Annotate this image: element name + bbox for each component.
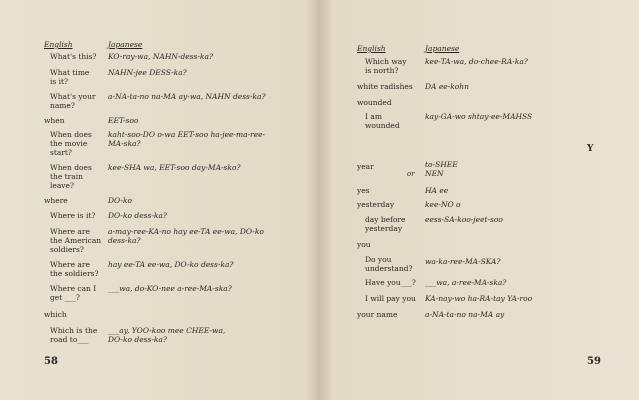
entry-english: Where is it? [50, 211, 96, 220]
entry-japanese: HA ee [425, 186, 449, 195]
entry-english: What's your name? [50, 92, 96, 110]
entry-japanese: ___wa, a-ree-MA-ska? [425, 278, 507, 287]
entry-japanese: a-NA-ta-no na-MA ay-wa, NAHN dess-ka? [108, 92, 266, 101]
entry-english: your name [357, 310, 398, 319]
entry-english: year [357, 162, 374, 171]
page-number: 58 [44, 356, 58, 367]
entry-japanese: kay-GA-wo shtay-ee-MAHSS [425, 112, 533, 121]
entry-english: yesterday [357, 200, 395, 209]
entry-english: What time is it? [50, 68, 90, 86]
entry-japanese: ___wa, do-KO-nee a-ree-MA-ska? [108, 284, 232, 293]
entry-english: Which way is north? [365, 57, 407, 75]
entry-japanese: KO-ray-wa, NAHN-dess-ka? [108, 52, 213, 61]
entry-japanese: kaht-soo-DO o-wa EET-soo ha-jee-ma-ree- MA-ska? [108, 130, 266, 148]
entry-english: Where are the soldiers? [50, 260, 99, 278]
entry-english: What's this? [50, 52, 97, 61]
entry-english: When does the movie start? [50, 130, 92, 157]
entry-japanese: EET-soo [108, 116, 139, 125]
entry-english: day before yesterday [365, 215, 406, 233]
entry-english: yes [357, 186, 370, 195]
header-japanese: Japanese [425, 44, 460, 53]
entry-english: Where can I get ___? [50, 284, 97, 302]
entry-english: wounded [357, 98, 392, 107]
right-page [321, 0, 639, 400]
entry-japanese: KA-nay-wo ha-RA-tay YA-roo [425, 294, 533, 303]
entry-english: which [44, 310, 67, 319]
entry-japanese: kee-NO o [425, 200, 461, 209]
header-japanese: Japanese [108, 40, 143, 49]
entry-english: Where are the American soldiers? [50, 227, 102, 254]
entry-japanese: NAHN-jee DESS-ka? [108, 68, 187, 77]
entry-japanese: DO-ko dess-ka? [108, 211, 167, 220]
entry-japanese: eess-SA-koo-jeet-soo [425, 215, 503, 224]
entry-english: Have you___? [365, 278, 416, 287]
entry-japanese: to-SHEE [425, 160, 458, 169]
entry-english: I will pay you [365, 294, 416, 303]
entry-english: where [44, 196, 68, 205]
entry-english: When does the train leave? [50, 163, 92, 190]
entry-japanese: kee-TA-wa, do-chee-RA-ka? [425, 57, 528, 66]
header-english: English [357, 44, 386, 53]
entry-japanese: DA ee-kohn [425, 82, 469, 91]
entry-english: when [44, 116, 65, 125]
entry-japanese: a-may-ree-KA-no hay ee-TA ee-wa, DO-ko dess-ka? [108, 227, 264, 245]
entry-japanese: hay ee-TA ee-wa, DO-ko dess-ka? [108, 260, 234, 269]
entry-english: I am wounded [365, 112, 400, 130]
entry-japanese: a-NA-ta-no na-MA ay [425, 310, 505, 319]
or-label: or [407, 170, 415, 178]
left-page [0, 0, 318, 400]
entry-english: Do you understand? [365, 255, 413, 273]
page-number: 59 [587, 356, 601, 367]
entry-japanese: DO-ko [108, 196, 133, 205]
entry-english: Which is the road to___ [50, 326, 98, 344]
entry-japanese: NEN [425, 169, 444, 178]
header-english: English [44, 40, 73, 49]
entry-japanese: wa-ka-ree-MA-SKA? [425, 257, 501, 266]
section-letter: Y [587, 144, 594, 154]
entry-japanese: kee-SHA wa, EET-soo day-MA-sko? [108, 163, 241, 172]
entry-english: white radishes [357, 82, 413, 91]
entry-japanese: ___ay, YOO-koo mee CHEE-wa, DO-ko dess-ka? [108, 326, 226, 344]
entry-english: you [357, 240, 371, 249]
